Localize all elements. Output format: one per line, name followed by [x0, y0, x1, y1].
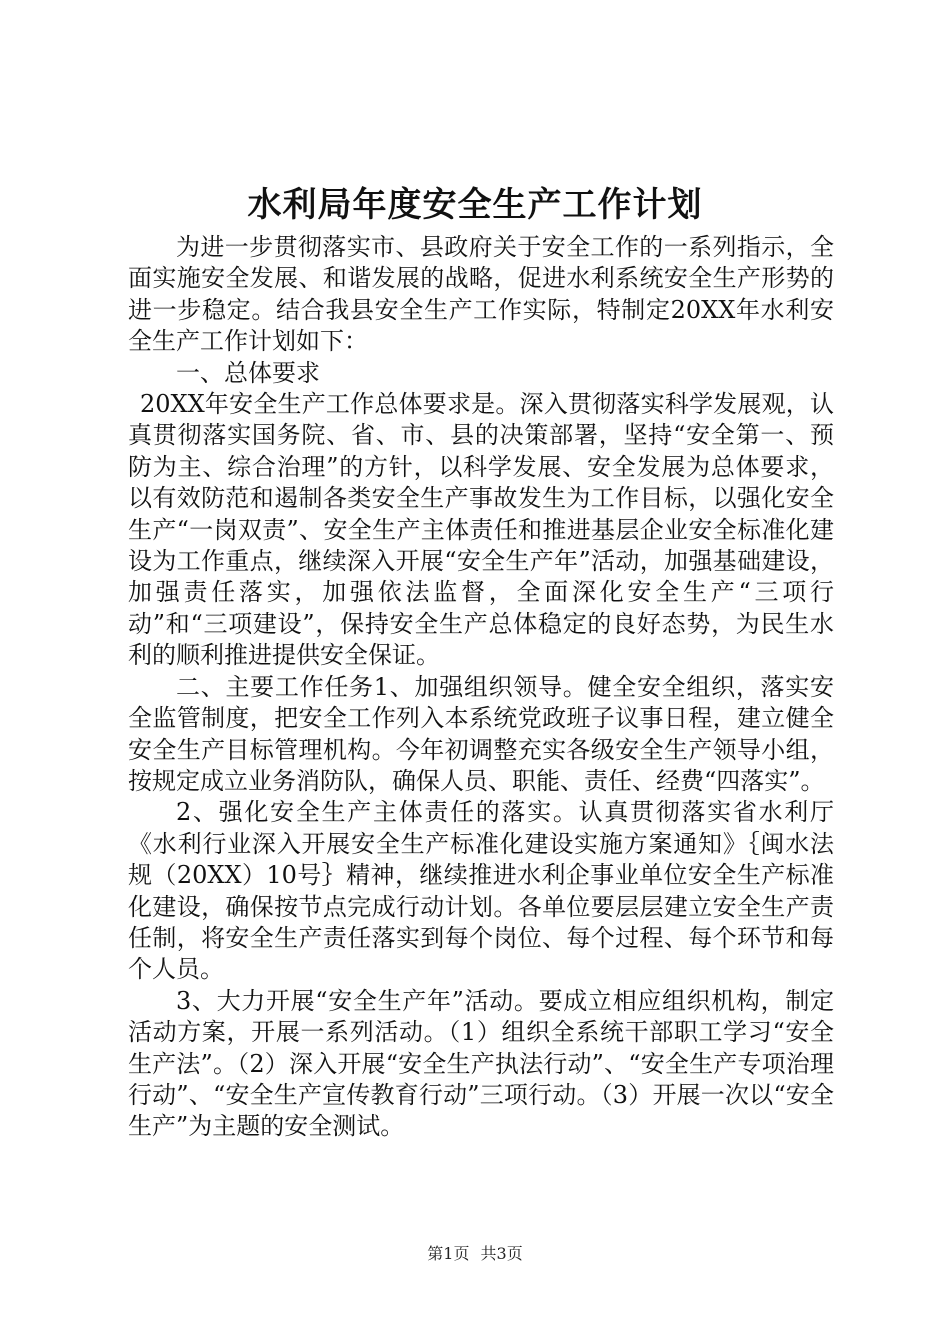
page-footer: [0, 1243, 950, 1265]
intro-paragraph: 为进一步贯彻落实市、县政府关于安全工作的一系列指示，全面实施安全发展、和谐发展的战略，促进水利系统安全生产形势的进一步稳定。结合我县安全生产工作实际，特制定20XX年水利安全生产工作计划如下：: [128, 233, 834, 356]
document-body: [128, 232, 834, 1143]
task-3-paragraph: 3、大力开展“安全生产年”活动。要成立相应组织机构，制定活动方案，开展一系列活动。（1）组织全系统干部职工学习“安全生产法”。（2）深入开展“安全生产执法行动”、“安全生产专项治理行动”、“安全生产宣传教育行动”三项行动。（3）开展一次以“安全生产”为主题的安全测试。: [128, 986, 834, 1141]
task-2-paragraph: 2、强化安全生产主体责任的落实。认真贯彻落实省水利厅《水利行业深入开展安全生产标准化建设实施方案通知》｛闽水法规（20XX）10号｝精神，继续推进水利企事业单位安全生产标准化建设，确保按节点完成行动计划。各单位要层层建立安全生产责任制，将安全生产责任落实到每个岗位、每个过程、每个环节和每个人员。: [128, 798, 834, 984]
general-requirements-paragraph: 20XX年安全生产工作总体要求是。深入贯彻落实科学发展观，认真贯彻落实国务院、省、市、县的决策部署，坚持“安全第一、预防为主、综合治理”的方针，以科学发展、安全发展为总体要求，以有效防范和遏制各类安全生产事故发生为工作目标，以强化安全生产“一岗双责”、安全生产主体责任和推进基层企业安全标准化建设为工作重点，继续深入开展“安全生产年”活动，加强基础建设，加强责任落实，加强依法监督，全面深化安全生产“三项行动”和“三项建设”，保持安全生产总体稳定的良好态势，为民生水利的顺利推进提供安全保证。: [128, 390, 834, 670]
section-heading-general-requirements: 一、总体要求: [176, 358, 320, 387]
page-total: 共3页: [480, 1244, 523, 1263]
document-title: 水利局年度安全生产工作计划: [247, 185, 703, 225]
page-number: 第1页: [427, 1244, 470, 1263]
main-tasks-paragraph: 二、主要工作任务1、加强组织领导。健全安全组织，落实安全监管制度，把安全工作列入本系统党政班子议事日程，建立健全安全生产目标管理机构。今年初调整充实各级安全生产领导小组，按规定成立业务消防队，确保人员、职能、责任、经费“四落实”。: [128, 672, 834, 795]
